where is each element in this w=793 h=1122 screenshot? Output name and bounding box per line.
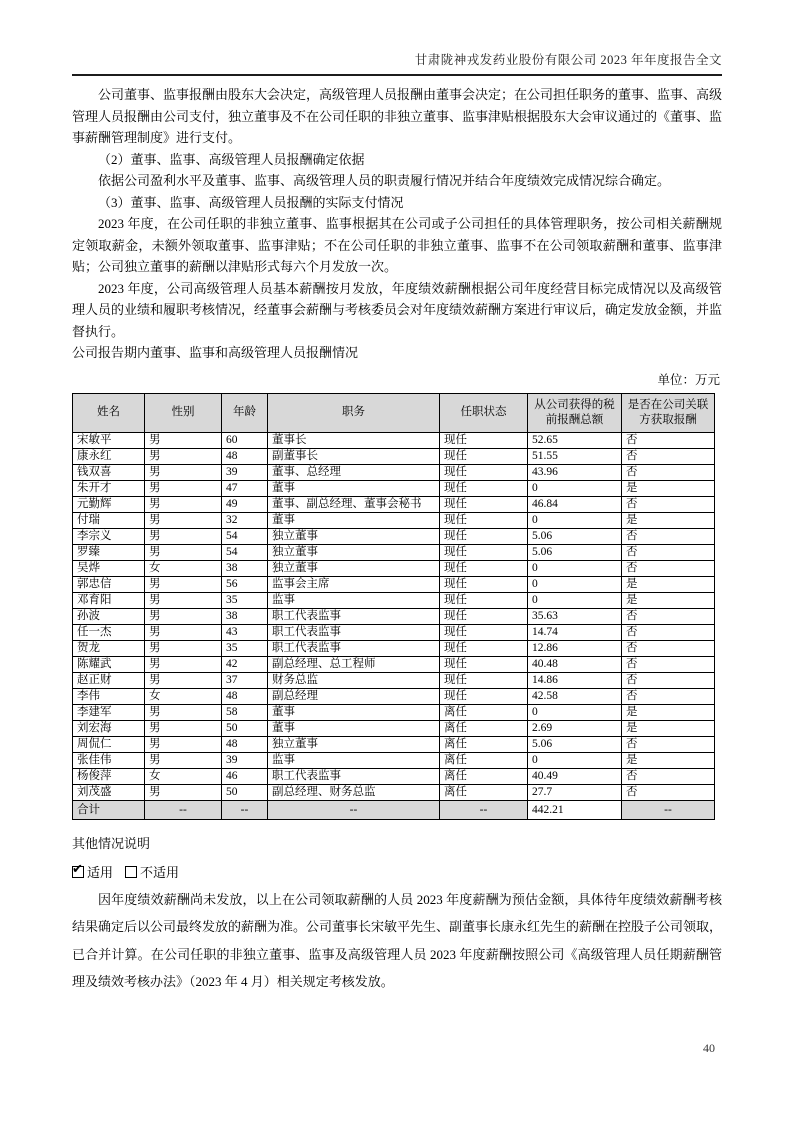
cell-pay: 5.06 <box>528 544 622 560</box>
cell-pay: 42.58 <box>528 688 622 704</box>
cell-gender: 男 <box>145 608 222 624</box>
cell-title: 董事、副总经理、董事会秘书 <box>268 496 440 512</box>
cell-name: 郭忠信 <box>73 576 145 592</box>
cell-pay: 0 <box>528 512 622 528</box>
cell-title: 监事 <box>268 752 440 768</box>
total-gender: -- <box>145 800 222 819</box>
cell-related: 否 <box>622 432 715 448</box>
cell-name: 张佳伟 <box>73 752 145 768</box>
applicable-checkbox-checked-icon <box>72 866 84 878</box>
cell-title: 副董事长 <box>268 448 440 464</box>
cell-title: 独立董事 <box>268 560 440 576</box>
cell-related: 否 <box>622 528 715 544</box>
table-row <box>73 688 715 704</box>
cell-status: 现任 <box>440 432 528 448</box>
table-row <box>73 640 715 656</box>
paragraph: 2023 年度，公司高级管理人员基本薪酬按月发放，年度绩效薪酬根据公司年度经营目标完成情况以及高级管理人员的业绩和履职考核情况，经董事会薪酬与考核委员会对年度绩效薪酬方案进行审议后，确定发放金额，并监督执行。 <box>72 280 723 339</box>
cell-name: 赵正财 <box>73 672 145 688</box>
cell-gender: 男 <box>145 464 222 480</box>
cell-age: 54 <box>222 544 268 560</box>
cell-age: 50 <box>222 784 268 800</box>
cell-title: 职工代表监事 <box>268 640 440 656</box>
cell-age: 49 <box>222 496 268 512</box>
cell-status: 离任 <box>440 704 528 720</box>
cell-age: 47 <box>222 480 268 496</box>
cell-gender: 男 <box>145 592 222 608</box>
cell-gender: 男 <box>145 736 222 752</box>
not-applicable-label: 不适用 <box>140 864 180 880</box>
cell-age: 46 <box>222 768 268 784</box>
cell-related: 否 <box>622 768 715 784</box>
paragraph: 2023 年度，在公司任职的非独立董事、监事根据其在公司或子公司担任的具体管理职务，按公司相关薪酬规定领取薪金，未额外领取董事、监事津贴；不在公司任职的非独立董事、监事不在公司领取薪酬和董事、监事津贴；公司独立董事的薪酬以津贴形式每六个月发放一次。 <box>72 216 722 274</box>
cell-related: 是 <box>622 480 715 496</box>
cell-status: 现任 <box>440 544 528 560</box>
total-status: -- <box>440 800 528 819</box>
cell-gender: 男 <box>145 528 222 544</box>
cell-status: 离任 <box>440 768 528 784</box>
cell-title: 副总经理、财务总监 <box>268 784 440 800</box>
table-row <box>73 624 715 640</box>
table-row <box>73 704 715 720</box>
cell-related: 是 <box>622 720 715 736</box>
cell-related: 否 <box>622 624 715 640</box>
cell-title: 独立董事 <box>268 528 440 544</box>
cell-title: 职工代表监事 <box>268 608 440 624</box>
table-row <box>73 480 715 496</box>
cell-pay: 27.7 <box>528 784 622 800</box>
cell-related: 否 <box>622 656 715 672</box>
compensation-table <box>72 393 715 820</box>
cell-age: 48 <box>222 448 268 464</box>
cell-gender: 男 <box>145 704 222 720</box>
cell-status: 现任 <box>440 592 528 608</box>
table-row <box>73 512 715 528</box>
cell-status: 离任 <box>440 720 528 736</box>
cell-pay: 0 <box>528 704 622 720</box>
page-number: 40 <box>703 1041 715 1055</box>
table-row <box>73 720 715 736</box>
col-header-age: 年龄 <box>222 393 268 432</box>
cell-related: 否 <box>622 560 715 576</box>
cell-title: 董事 <box>268 720 440 736</box>
applicable-label: 适用 <box>87 864 114 880</box>
table-row <box>73 592 715 608</box>
cell-status: 现任 <box>440 624 528 640</box>
paragraph: 公司董事、监事报酬由股东大会决定，高级管理人员报酬由董事会决定；在公司担任职务的董事、监事、高级管理人员报酬由公司支付，独立董事及不在公司任职的非独立董事、监事津贴根据股东大会审议通过的《董事、监事薪酬管理制度》进行支付。 <box>72 87 723 145</box>
cell-pay: 35.63 <box>528 608 622 624</box>
cell-status: 现任 <box>440 512 528 528</box>
cell-status: 离任 <box>440 784 528 800</box>
cell-pay: 0 <box>528 480 622 496</box>
total-pay: 442.21 <box>528 800 622 819</box>
cell-gender: 男 <box>145 544 222 560</box>
cell-name: 朱开才 <box>73 480 145 496</box>
cell-gender: 男 <box>145 496 222 512</box>
cell-pay: 40.48 <box>528 656 622 672</box>
table-row <box>73 736 715 752</box>
cell-name: 杨俊萍 <box>73 768 145 784</box>
cell-gender: 女 <box>145 560 222 576</box>
cell-related: 否 <box>622 688 715 704</box>
table-row <box>73 496 715 512</box>
col-header-status: 任职状态 <box>440 393 528 432</box>
table-row <box>73 656 715 672</box>
cell-age: 54 <box>222 528 268 544</box>
cell-title: 监事会主席 <box>268 576 440 592</box>
cell-title: 董事长 <box>268 432 440 448</box>
cell-status: 现任 <box>440 576 528 592</box>
table-row <box>73 448 715 464</box>
cell-status: 现任 <box>440 640 528 656</box>
cell-gender: 男 <box>145 624 222 640</box>
cell-pay: 52.65 <box>528 432 622 448</box>
cell-pay: 51.55 <box>528 448 622 464</box>
cell-related: 是 <box>622 752 715 768</box>
cell-pay: 14.74 <box>528 624 622 640</box>
col-header-title: 职务 <box>268 393 440 432</box>
cell-pay: 0 <box>528 576 622 592</box>
cell-name: 元勤辉 <box>73 496 145 512</box>
cell-status: 现任 <box>440 528 528 544</box>
cell-status: 离任 <box>440 752 528 768</box>
cell-status: 现任 <box>440 496 528 512</box>
cell-age: 35 <box>222 640 268 656</box>
cell-gender: 男 <box>145 480 222 496</box>
total-related: -- <box>622 800 715 819</box>
cell-age: 39 <box>222 752 268 768</box>
cell-gender: 男 <box>145 432 222 448</box>
table-header-row <box>73 393 715 432</box>
cell-gender: 女 <box>145 688 222 704</box>
cell-status: 离任 <box>440 736 528 752</box>
cell-pay: 14.86 <box>528 672 622 688</box>
cell-status: 现任 <box>440 688 528 704</box>
cell-gender: 女 <box>145 768 222 784</box>
cell-name: 李伟 <box>73 688 145 704</box>
cell-title: 职工代表监事 <box>268 624 440 640</box>
cell-age: 38 <box>222 560 268 576</box>
doc-header-title: 甘肃陇神戎发药业股份有限公司 2023 年年度报告全文 <box>414 53 722 67</box>
cell-title: 独立董事 <box>268 544 440 560</box>
cell-name: 邓育阳 <box>73 592 145 608</box>
cell-age: 48 <box>222 736 268 752</box>
cell-gender: 男 <box>145 448 222 464</box>
table-row <box>73 784 715 800</box>
cell-status: 现任 <box>440 560 528 576</box>
cell-title: 财务总监 <box>268 672 440 688</box>
cell-gender: 男 <box>145 720 222 736</box>
cell-status: 现任 <box>440 608 528 624</box>
table-row <box>73 768 715 784</box>
cell-name: 周侃仁 <box>73 736 145 752</box>
cell-pay: 46.84 <box>528 496 622 512</box>
cell-age: 38 <box>222 608 268 624</box>
cell-related: 否 <box>622 672 715 688</box>
cell-gender: 男 <box>145 784 222 800</box>
cell-title: 董事 <box>268 512 440 528</box>
cell-gender: 男 <box>145 576 222 592</box>
table-row <box>73 432 715 448</box>
col-header-name: 姓名 <box>73 393 145 432</box>
cell-pay: 2.69 <box>528 720 622 736</box>
table-row <box>73 560 715 576</box>
cell-age: 48 <box>222 688 268 704</box>
cell-status: 现任 <box>440 448 528 464</box>
cell-pay: 5.06 <box>528 736 622 752</box>
col-header-pay: 从公司获得的税前报酬总额 <box>528 393 622 432</box>
not-applicable-checkbox-icon <box>125 866 137 878</box>
cell-name: 吴烨 <box>73 560 145 576</box>
cell-related: 否 <box>622 544 715 560</box>
cell-age: 32 <box>222 512 268 528</box>
cell-title: 独立董事 <box>268 736 440 752</box>
table-row <box>73 544 715 560</box>
table-row <box>73 608 715 624</box>
body-text-block <box>72 84 722 364</box>
unit-label: 单位：万元 <box>657 372 720 387</box>
header-rule <box>72 74 722 76</box>
cell-name: 钱双喜 <box>73 464 145 480</box>
cell-related: 否 <box>622 496 715 512</box>
cell-related: 是 <box>622 704 715 720</box>
cell-age: 35 <box>222 592 268 608</box>
cell-age: 39 <box>222 464 268 480</box>
cell-status: 现任 <box>440 672 528 688</box>
cell-related: 否 <box>622 640 715 656</box>
cell-gender: 男 <box>145 640 222 656</box>
cell-status: 现任 <box>440 464 528 480</box>
cell-name: 陈耀武 <box>73 656 145 672</box>
cell-age: 56 <box>222 576 268 592</box>
cell-title: 副总经理 <box>268 688 440 704</box>
cell-name: 任一杰 <box>73 624 145 640</box>
paragraph: 公司报告期内董事、监事和高级管理人员报酬情况 <box>72 345 359 360</box>
other-notes-title: 其他情况说明 <box>72 835 151 851</box>
cell-name: 刘茂盛 <box>73 784 145 800</box>
cell-related: 否 <box>622 608 715 624</box>
cell-related: 否 <box>622 736 715 752</box>
cell-title: 监事 <box>268 592 440 608</box>
cell-pay: 0 <box>528 592 622 608</box>
cell-age: 50 <box>222 720 268 736</box>
cell-related: 否 <box>622 448 715 464</box>
cell-age: 60 <box>222 432 268 448</box>
cell-age: 42 <box>222 656 268 672</box>
col-header-gender: 性别 <box>145 393 222 432</box>
cell-pay: 12.86 <box>528 640 622 656</box>
table-total-row <box>73 800 715 819</box>
cell-related: 是 <box>622 512 715 528</box>
other-notes-paragraph: 因年度绩效薪酬尚未发放，以上在公司领取薪酬的人员 2023 年度薪酬为预估金额，具体待年度绩效薪酬考核结果确定后以公司最终发放的薪酬为准。公司董事长宋敏平先生、副董事长康永红先生的薪酬在控股子公司领取，已合并计算。在公司任职的非独立董事、监事及高级管理人员 2023 年度薪酬按照公司《高级管理人员任期薪酬管理及绩效考核办法》（2023 年 4 月）相关规定考核发放。 <box>72 891 723 989</box>
cell-status: 现任 <box>440 480 528 496</box>
cell-related: 否 <box>622 464 715 480</box>
total-title: -- <box>268 800 440 819</box>
cell-related: 否 <box>622 784 715 800</box>
cell-gender: 男 <box>145 512 222 528</box>
cell-name: 孙波 <box>73 608 145 624</box>
table-row <box>73 576 715 592</box>
total-age: -- <box>222 800 268 819</box>
cell-gender: 男 <box>145 656 222 672</box>
total-label: 合计 <box>73 800 145 819</box>
cell-pay: 0 <box>528 560 622 576</box>
cell-pay: 0 <box>528 752 622 768</box>
cell-age: 43 <box>222 624 268 640</box>
cell-name: 贺龙 <box>73 640 145 656</box>
col-header-related: 是否在公司关联方获取报酬 <box>622 393 715 432</box>
paragraph: （2）董事、监事、高级管理人员报酬确定依据 <box>98 151 365 167</box>
cell-name: 李宗义 <box>73 528 145 544</box>
cell-name: 罗臻 <box>73 544 145 560</box>
cell-title: 董事 <box>268 480 440 496</box>
cell-related: 是 <box>622 592 715 608</box>
cell-pay: 5.06 <box>528 528 622 544</box>
cell-title: 董事 <box>268 704 440 720</box>
cell-title: 职工代表监事 <box>268 768 440 784</box>
table-row <box>73 528 715 544</box>
cell-name: 刘宏海 <box>73 720 145 736</box>
cell-age: 58 <box>222 704 268 720</box>
cell-pay: 40.49 <box>528 768 622 784</box>
table-row <box>73 672 715 688</box>
cell-name: 李建军 <box>73 704 145 720</box>
cell-title: 副总经理、总工程师 <box>268 656 440 672</box>
cell-status: 现任 <box>440 656 528 672</box>
cell-age: 37 <box>222 672 268 688</box>
cell-name: 付瑞 <box>73 512 145 528</box>
cell-title: 董事、总经理 <box>268 464 440 480</box>
cell-gender: 男 <box>145 752 222 768</box>
cell-name: 宋敏平 <box>73 432 145 448</box>
paragraph: （3）董事、监事、高级管理人员报酬的实际支付情况 <box>98 194 404 210</box>
cell-name: 康永红 <box>73 448 145 464</box>
paragraph: 依据公司盈利水平及董事、监事、高级管理人员的职责履行情况并结合年度绩效完成情况综合确定。 <box>98 173 671 188</box>
applicability-row <box>72 862 722 881</box>
table-row <box>73 464 715 480</box>
cell-gender: 男 <box>145 672 222 688</box>
cell-pay: 43.96 <box>528 464 622 480</box>
table-row <box>73 752 715 768</box>
cell-related: 是 <box>622 576 715 592</box>
